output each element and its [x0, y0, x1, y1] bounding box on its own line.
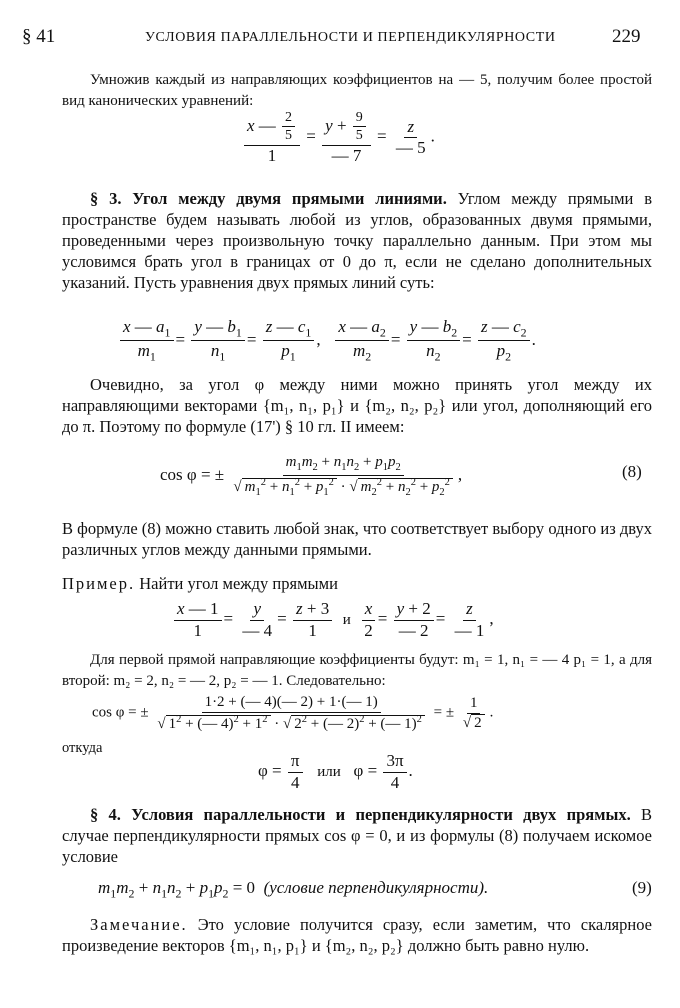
two-lines-equations: $\frac{x — a_1}{m_1}$ = $\frac{y — b_1}{n_1}$ = $\frac{z — c_1}{p_1}$ , $\frac{x — a_2}{m_2}$ = $\frac{y — b_2}{n_2}$ = $\frac{z — c_2}{p_2}$ . [118, 318, 536, 364]
equation-8: cos φ = ± $\frac{m_1m_2 + n_1n_2 + p_1p_2}{√ m_1^2 + n_1^2 + p_1^2 \cdot √ m_2^2 + n_2^2 + p_2^2}$ , [160, 454, 463, 498]
section-3-text: Углом между прямыми в пространстве будем называть любой из углов, образованных двумя прямыми, проведенными через произвольную точку параллельно данным. При этом мы условимся брать угол в границах от 0 до π, если не сделано дополнительных указаний. Пусть уравнения двух прямых линий суть: [62, 189, 653, 292]
example-equations: $\frac{x — 1}{1}$ = $\frac{y}{— 4}$ = $\frac{z + 3}{1}$ и $\frac{x}{2}$ = $\frac{y + 2}{— 2}$ = $\frac{z}{— 1}$ , [172, 600, 494, 640]
cosine-computation: cos φ = ± $\frac{1\cdot 2 + (— 4)(— 2) + 1\cdot(— 1)}{√ 1^2 + (— 4)^2 + 1^2 \cdot √ 2^2 + (— 2)^2 + (— 1)^2}$ = ± $\frac{1}{√ 2}$ . [92, 694, 494, 732]
equation-9-number: (9) [632, 878, 652, 897]
remark-paragraph [62, 914, 652, 956]
section-4-text: В случае перпендикулярности прямых cos φ = 0, и из формулы (8) получаем искомое условие [62, 805, 652, 866]
section-3-paragraph [62, 188, 652, 293]
remark-text: Это условие получится сразу, если заметим, что скалярное произведение векторов {m₁, n₁, p₁} и {m₂, n₂, p₂} должно быть равно нулю. [62, 915, 653, 955]
section-4-paragraph [62, 804, 652, 867]
perpendicularity-condition: (условие перпендикулярности). [263, 878, 489, 897]
equation-8-number: (8) [622, 462, 642, 481]
angle-paragraph: Очевидно, за угол φ между ними можно принять угол между их направляющими векторами {m₁, n₁, p₁} и {m₂, n₂, p₂} или угол, дополняющий его до π. Поэтому по формуле (17') § 10 гл. II имеем: [62, 375, 652, 436]
section-4-title: § 4. Условия параллельности и перпендикулярности двух прямых. [90, 805, 631, 824]
intro-paragraph: Умножив каждый из направляющих коэффициентов на — 5, получим более простой вид канонических уравнений: [62, 72, 652, 109]
whence-word: откуда [62, 740, 103, 756]
section-3-title: § 3. Угол между двумя прямыми линиями. [90, 189, 447, 208]
or-word: или [317, 764, 341, 781]
example-line [62, 574, 338, 594]
running-title: УСЛОВИЯ ПАРАЛЛЕЛЬНОСТИ И ПЕРПЕНДИКУЛЯРНОСТИ [145, 30, 556, 45]
example-label: Пример. [62, 574, 136, 593]
example-text: Найти угол между прямыми [139, 574, 338, 593]
section-number: § 41 [22, 26, 56, 47]
page-number: 229 [612, 26, 641, 47]
remark-label: Замечание. [90, 915, 188, 934]
equation-9: $m_1m_2 + n_1n_2 + p_1p_2 = 0$ (условие перпендикулярности). [98, 878, 489, 901]
coefficients-paragraph: Для первой прямой направляющие коэффициенты будут: m₁ = 1, n₁ = — 4 p₁ = 1, а для второй: m₂ = 2, n₂ = — 2, p₂ = — 1. Следовательно: [62, 652, 652, 689]
canonical-equation: x — $\frac{2}{5}$ 1 = y + $\frac{9}{5}$ — 7 = $\frac{z}{— 5}$ . [242, 110, 435, 165]
and-word: и [342, 612, 351, 629]
sign-paragraph: В формуле (8) можно ставить любой знак, что соответствует выбору одного из двух различных углов между данными прямыми. [62, 519, 652, 559]
phi-result: φ = $\frac{\pi}{4}$ или φ = $\frac{3\pi}{4}$ . [258, 751, 413, 792]
